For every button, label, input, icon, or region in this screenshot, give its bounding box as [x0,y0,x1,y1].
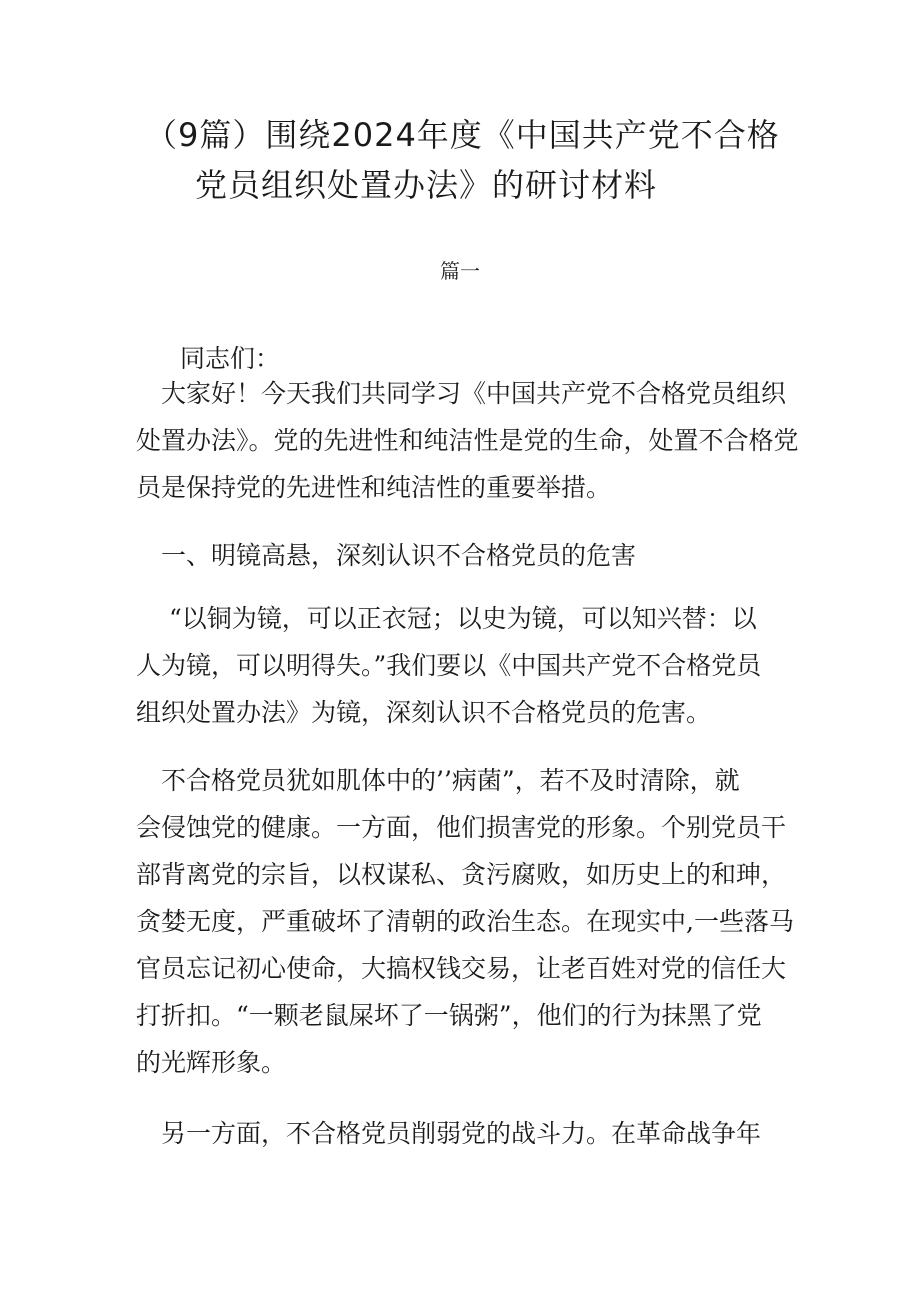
paragraph-line: 部背离党的宗旨，以权谋私、贪污腐败，如历史上的和珅， [136,860,787,889]
paragraph-line: 的光辉形象。 [136,1048,287,1077]
paragraph-3 [136,757,796,1086]
paragraph-line: 人为镜，可以明得失。”我们要以《中国共产党不合格党员 [136,651,762,680]
paragraph-line: 贪婪无度，严重破坏了清朝的政治生态。在现实中,一些落马 [136,907,794,936]
section-heading-1 [136,532,796,579]
paragraph-line: 会侵蚀党的健康。一方面，他们损害党的形象。个别党员干 [136,813,787,842]
paragraph-4 [136,1110,796,1157]
greeting-text: 同志们： [180,344,281,373]
paragraph-2 [136,595,796,736]
paragraph-line: 处置办法》。党的先进性和纯洁性是党的生命，处置不合格党 [136,426,799,455]
paragraph-line: 另一方面，不合格党员削弱党的战斗力。在革命战争年 [136,1119,762,1148]
document-title-line-1: （9篇）围绕2024年度《中国共产党不合格 [145,116,780,154]
paragraph-1 [136,370,799,511]
paragraph-line: “以铜为镜，可以正衣冠；以史为镜，可以知兴替：以 [136,604,757,633]
paragraph-line: 不合格党员犹如肌体中的’’病菌”，若不及时清除，就 [136,766,740,795]
document-title-line-2: 党员组织处置办法》的研讨材料 [195,166,658,204]
section-label: 篇一 [440,259,480,283]
heading-line: 一、明镜高悬，深刻认识不合格党员的危害 [136,541,637,570]
paragraph-line: 打折扣。“一颗老鼠屎坏了一锅粥”，他们的行为抹黑了党 [136,1001,762,1030]
paragraph-line: 组织处置办法》为镜，深刻认识不合格党员的危害。 [136,698,712,727]
paragraph-line: 员是保持党的先进性和纯洁性的重要举措。 [136,473,612,502]
paragraph-line: 官员忘记初心使命，大搞权钱交易，让老百姓对党的信任大 [136,954,787,983]
paragraph-line: 大家好！今天我们共同学习《中国共产党不合格党员组织 [136,379,787,408]
